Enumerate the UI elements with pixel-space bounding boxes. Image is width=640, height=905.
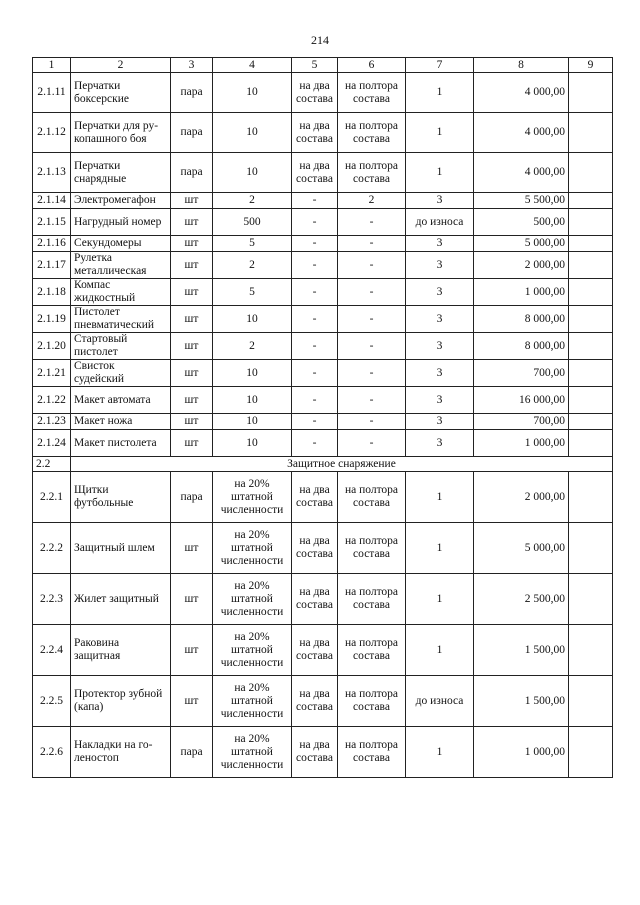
quantity-cell: 500	[213, 209, 292, 236]
price-cell: 2 500,00	[474, 574, 569, 625]
unit-cell: шт	[171, 676, 213, 727]
quantity-cell: 5	[213, 279, 292, 306]
price-cell: 2 000,00	[474, 472, 569, 523]
quantity-cell: на 20% штатной численности	[213, 574, 292, 625]
col5-value-cell: на два состава	[292, 574, 338, 625]
item-number-cell: 2.1.17	[33, 252, 71, 279]
col6-value-cell: на полтора состава	[338, 523, 406, 574]
item-number-cell: 2.1.24	[33, 430, 71, 457]
item-number-cell: 2.1.16	[33, 236, 71, 252]
col5-value-cell: -	[292, 209, 338, 236]
col6-value-cell: на полтора состава	[338, 73, 406, 113]
item-name-cell: Макет пистолета	[71, 430, 171, 457]
table-row	[33, 360, 613, 387]
quantity-cell: на 20% штатной численности	[213, 625, 292, 676]
service-life-cell: 3	[406, 414, 474, 430]
header-cell: 8	[474, 58, 569, 73]
unit-cell: пара	[171, 153, 213, 193]
quantity-cell: 10	[213, 430, 292, 457]
header-cell: 9	[569, 58, 613, 73]
service-life-cell: 3	[406, 387, 474, 414]
table-row	[33, 523, 613, 574]
header-cell: 4	[213, 58, 292, 73]
col9-value-cell	[569, 153, 613, 193]
table-row	[33, 676, 613, 727]
unit-cell: шт	[171, 306, 213, 333]
item-name-cell: Секундомеры	[71, 236, 171, 252]
item-name-cell: Накладки на го-леностоп	[71, 727, 171, 778]
col5-value-cell: на два состава	[292, 472, 338, 523]
service-life-cell: 3	[406, 252, 474, 279]
col6-value-cell: на полтора состава	[338, 676, 406, 727]
price-cell: 5 500,00	[474, 193, 569, 209]
col5-value-cell: -	[292, 306, 338, 333]
col9-value-cell	[569, 193, 613, 209]
quantity-cell: 5	[213, 236, 292, 252]
quantity-cell: на 20% штатной численности	[213, 676, 292, 727]
table-row	[33, 209, 613, 236]
item-number-cell: 2.1.19	[33, 306, 71, 333]
table-row	[33, 73, 613, 113]
table-row	[33, 414, 613, 430]
item-name-cell: Протектор зубной (капа)	[71, 676, 171, 727]
col5-value-cell: -	[292, 252, 338, 279]
table-row	[33, 279, 613, 306]
quantity-cell: 10	[213, 414, 292, 430]
item-number-cell: 2.1.20	[33, 333, 71, 360]
quantity-cell: 10	[213, 73, 292, 113]
item-number-cell: 2.1.11	[33, 73, 71, 113]
quantity-cell: 10	[213, 387, 292, 414]
service-life-cell: до износа	[406, 676, 474, 727]
price-cell: 1 000,00	[474, 279, 569, 306]
quantity-cell: на 20% штатной численности	[213, 727, 292, 778]
service-life-cell: 3	[406, 279, 474, 306]
page-number: 214	[311, 33, 329, 47]
col5-value-cell: -	[292, 279, 338, 306]
item-number-cell: 2.2.4	[33, 625, 71, 676]
item-number-cell: 2.2.2	[33, 523, 71, 574]
item-name-cell: Свисток судейский	[71, 360, 171, 387]
service-life-cell: до износа	[406, 209, 474, 236]
col5-value-cell: на два состава	[292, 625, 338, 676]
item-number-cell: 2.1.21	[33, 360, 71, 387]
price-cell: 1 000,00	[474, 430, 569, 457]
col6-value-cell: -	[338, 236, 406, 252]
col5-value-cell: -	[292, 236, 338, 252]
col9-value-cell	[569, 574, 613, 625]
equipment-table	[32, 57, 613, 778]
col9-value-cell	[569, 252, 613, 279]
price-cell: 1 000,00	[474, 727, 569, 778]
unit-cell: шт	[171, 236, 213, 252]
service-life-cell: 1	[406, 523, 474, 574]
item-number-cell: 2.1.15	[33, 209, 71, 236]
col9-value-cell	[569, 387, 613, 414]
unit-cell: шт	[171, 209, 213, 236]
unit-cell: шт	[171, 625, 213, 676]
table-row	[33, 430, 613, 457]
unit-cell: шт	[171, 279, 213, 306]
quantity-cell: на 20% штатной численности	[213, 472, 292, 523]
item-number-cell: 2.1.23	[33, 414, 71, 430]
col9-value-cell	[569, 73, 613, 113]
table-row	[33, 574, 613, 625]
col5-value-cell: на два состава	[292, 523, 338, 574]
col9-value-cell	[569, 676, 613, 727]
unit-cell: шт	[171, 523, 213, 574]
header-cell: 6	[338, 58, 406, 73]
table-row	[33, 625, 613, 676]
col9-value-cell	[569, 306, 613, 333]
col6-value-cell: -	[338, 387, 406, 414]
service-life-cell: 1	[406, 73, 474, 113]
col9-value-cell	[569, 625, 613, 676]
service-life-cell: 3	[406, 306, 474, 333]
unit-cell: шт	[171, 252, 213, 279]
item-name-cell: Раковина защитная	[71, 625, 171, 676]
item-number-cell: 2.2.1	[33, 472, 71, 523]
price-cell: 8 000,00	[474, 333, 569, 360]
col6-value-cell: -	[338, 414, 406, 430]
col6-value-cell: -	[338, 252, 406, 279]
service-life-cell: 1	[406, 625, 474, 676]
col9-value-cell	[569, 113, 613, 153]
service-life-cell: 3	[406, 236, 474, 252]
item-name-cell: Перчатки для ру-копашного боя	[71, 113, 171, 153]
price-cell: 5 000,00	[474, 236, 569, 252]
col5-value-cell: на два состава	[292, 73, 338, 113]
col5-value-cell: на два состава	[292, 676, 338, 727]
header-cell: 1	[33, 58, 71, 73]
table-row	[33, 472, 613, 523]
header-cell: 7	[406, 58, 474, 73]
price-cell: 2 000,00	[474, 252, 569, 279]
item-name-cell: Защитный шлем	[71, 523, 171, 574]
quantity-cell: 2	[213, 252, 292, 279]
table-row	[33, 387, 613, 414]
item-name-cell: Электромегафон	[71, 193, 171, 209]
unit-cell: шт	[171, 193, 213, 209]
header-row	[33, 58, 613, 73]
col6-value-cell: -	[338, 209, 406, 236]
col5-value-cell: -	[292, 193, 338, 209]
item-number-cell: 2.1.12	[33, 113, 71, 153]
item-name-cell: Стартовый пистолет	[71, 333, 171, 360]
service-life-cell: 3	[406, 360, 474, 387]
table-row	[33, 333, 613, 360]
col6-value-cell: на полтора состава	[338, 727, 406, 778]
col6-value-cell: на полтора состава	[338, 153, 406, 193]
col6-value-cell: -	[338, 279, 406, 306]
col9-value-cell	[569, 209, 613, 236]
col9-value-cell	[569, 414, 613, 430]
price-cell: 4 000,00	[474, 73, 569, 113]
item-number-cell: 2.1.14	[33, 193, 71, 209]
item-name-cell: Перчатки боксерские	[71, 73, 171, 113]
price-cell: 8 000,00	[474, 306, 569, 333]
price-cell: 4 000,00	[474, 153, 569, 193]
item-name-cell: Компас жидкостный	[71, 279, 171, 306]
price-cell: 16 000,00	[474, 387, 569, 414]
table-row	[33, 252, 613, 279]
item-name-cell: Пистолет пневматический	[71, 306, 171, 333]
col5-value-cell: на два состава	[292, 153, 338, 193]
service-life-cell: 3	[406, 193, 474, 209]
unit-cell: шт	[171, 574, 213, 625]
quantity-cell: 10	[213, 360, 292, 387]
unit-cell: шт	[171, 414, 213, 430]
unit-cell: шт	[171, 387, 213, 414]
item-number-cell: 2.2.5	[33, 676, 71, 727]
col5-value-cell: на два состава	[292, 727, 338, 778]
col6-value-cell: -	[338, 360, 406, 387]
header-cell: 3	[171, 58, 213, 73]
service-life-cell: 1	[406, 574, 474, 625]
col6-value-cell: на полтора состава	[338, 113, 406, 153]
item-name-cell: Щитки футбольные	[71, 472, 171, 523]
section-number: 2.2	[33, 457, 71, 472]
unit-cell: шт	[171, 360, 213, 387]
service-life-cell: 3	[406, 333, 474, 360]
item-name-cell: Жилет защитный	[71, 574, 171, 625]
table-row	[33, 193, 613, 209]
unit-cell: пара	[171, 73, 213, 113]
col9-value-cell	[569, 727, 613, 778]
item-number-cell: 2.1.13	[33, 153, 71, 193]
table-row	[33, 113, 613, 153]
item-number-cell: 2.1.18	[33, 279, 71, 306]
quantity-cell: 10	[213, 153, 292, 193]
service-life-cell: 1	[406, 113, 474, 153]
table-row	[33, 153, 613, 193]
item-name-cell: Рулетка металлическая	[71, 252, 171, 279]
table-row	[33, 727, 613, 778]
price-cell: 700,00	[474, 414, 569, 430]
price-cell: 700,00	[474, 360, 569, 387]
price-cell: 500,00	[474, 209, 569, 236]
col6-value-cell: -	[338, 430, 406, 457]
service-life-cell: 3	[406, 430, 474, 457]
table-row	[33, 306, 613, 333]
col6-value-cell: 2	[338, 193, 406, 209]
item-name-cell: Нагрудный номер	[71, 209, 171, 236]
unit-cell: пара	[171, 472, 213, 523]
col5-value-cell: -	[292, 430, 338, 457]
col9-value-cell	[569, 523, 613, 574]
item-number-cell: 2.1.22	[33, 387, 71, 414]
col6-value-cell: -	[338, 306, 406, 333]
col9-value-cell	[569, 430, 613, 457]
price-cell: 1 500,00	[474, 676, 569, 727]
col5-value-cell: -	[292, 360, 338, 387]
col9-value-cell	[569, 279, 613, 306]
quantity-cell: 2	[213, 193, 292, 209]
unit-cell: пара	[171, 727, 213, 778]
service-life-cell: 1	[406, 153, 474, 193]
col5-value-cell: -	[292, 414, 338, 430]
service-life-cell: 1	[406, 472, 474, 523]
col5-value-cell: на два состава	[292, 113, 338, 153]
item-name-cell: Макет ножа	[71, 414, 171, 430]
col6-value-cell: на полтора состава	[338, 625, 406, 676]
unit-cell: шт	[171, 430, 213, 457]
col9-value-cell	[569, 236, 613, 252]
section-row	[33, 457, 613, 472]
col9-value-cell	[569, 333, 613, 360]
price-cell: 5 000,00	[474, 523, 569, 574]
header-cell: 2	[71, 58, 171, 73]
col6-value-cell: -	[338, 333, 406, 360]
item-number-cell: 2.2.3	[33, 574, 71, 625]
col6-value-cell: на полтора состава	[338, 472, 406, 523]
col6-value-cell: на полтора состава	[338, 574, 406, 625]
quantity-cell: 10	[213, 113, 292, 153]
table-row	[33, 236, 613, 252]
quantity-cell: на 20% штатной численности	[213, 523, 292, 574]
item-name-cell: Перчатки снарядные	[71, 153, 171, 193]
section-title: Защитное снаряжение	[71, 457, 613, 472]
col9-value-cell	[569, 360, 613, 387]
col9-value-cell	[569, 472, 613, 523]
col5-value-cell: -	[292, 387, 338, 414]
quantity-cell: 2	[213, 333, 292, 360]
unit-cell: пара	[171, 113, 213, 153]
col5-value-cell: -	[292, 333, 338, 360]
unit-cell: шт	[171, 333, 213, 360]
item-number-cell: 2.2.6	[33, 727, 71, 778]
header-cell: 5	[292, 58, 338, 73]
price-cell: 4 000,00	[474, 113, 569, 153]
service-life-cell: 1	[406, 727, 474, 778]
item-name-cell: Макет автомата	[71, 387, 171, 414]
price-cell: 1 500,00	[474, 625, 569, 676]
quantity-cell: 10	[213, 306, 292, 333]
